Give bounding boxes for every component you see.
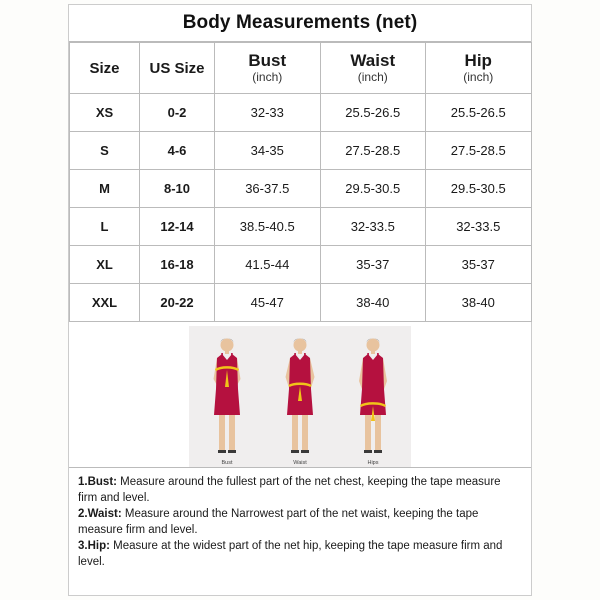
waist-figure-icon <box>266 329 334 467</box>
measurement-illustrations <box>69 322 531 468</box>
instruction-bust-text: Measure around the fullest part of the net chest, keeping the tape measure firm and level. <box>78 476 501 504</box>
cell-hip: 35-37 <box>426 246 532 284</box>
instruction-waist-text: Measure around the Narrowest part of the net waist, keeping the tape measure firm and level. <box>78 508 479 536</box>
figure-caption-bust: Bust <box>221 460 233 466</box>
instruction-hip <box>78 539 522 570</box>
cell-hip: 32-33.5 <box>426 208 532 246</box>
figure-hips <box>339 329 407 467</box>
instruction-hip-text: Measure at the widest part of the net hip, keeping the tape measure firm and level. <box>78 540 503 568</box>
cell-bust: 38.5-40.5 <box>215 208 321 246</box>
cell-waist: 25.5-26.5 <box>320 94 426 132</box>
cell-us-size: 0-2 <box>140 94 215 132</box>
cell-waist: 32-33.5 <box>320 208 426 246</box>
table-row <box>70 208 532 246</box>
cell-size: XS <box>70 94 140 132</box>
figure-waist <box>266 329 334 467</box>
cell-size: S <box>70 132 140 170</box>
figure-strip <box>189 326 411 467</box>
instruction-waist <box>78 507 522 538</box>
cell-size: XL <box>70 246 140 284</box>
measurement-instructions <box>69 468 531 595</box>
cell-size: L <box>70 208 140 246</box>
figure-caption-waist: Waist <box>293 460 307 466</box>
column-header-bust <box>215 43 321 94</box>
instruction-bust-label: 1.Bust: <box>78 476 117 488</box>
cell-bust: 41.5-44 <box>215 246 321 284</box>
figure-bust <box>193 329 261 467</box>
instruction-hip-label: 3.Hip: <box>78 540 110 552</box>
cell-size: M <box>70 170 140 208</box>
table-row <box>70 170 532 208</box>
instruction-bust <box>78 475 522 506</box>
cell-us-size: 4-6 <box>140 132 215 170</box>
column-header-bust-unit: (inch) <box>252 70 283 84</box>
column-header-hip-unit: (inch) <box>463 70 494 84</box>
page-title: Body Measurements (net) <box>69 5 531 42</box>
cell-hip: 29.5-30.5 <box>426 170 532 208</box>
column-header-waist-label: Waist <box>350 51 396 70</box>
cell-us-size: 16-18 <box>140 246 215 284</box>
hips-figure-icon <box>339 329 407 467</box>
cell-waist: 38-40 <box>320 284 426 322</box>
size-chart-card <box>68 4 532 596</box>
bust-figure-icon <box>193 329 261 467</box>
instruction-waist-label: 2.Waist: <box>78 508 122 520</box>
table-row <box>70 246 532 284</box>
column-header-bust-label: Bust <box>248 51 287 70</box>
cell-waist: 29.5-30.5 <box>320 170 426 208</box>
column-header-waist <box>320 43 426 94</box>
figure-caption-hips: Hips <box>367 460 379 466</box>
table-body <box>70 94 532 322</box>
column-header-hip-label: Hip <box>464 51 492 70</box>
column-header-us-size: US Size <box>140 43 215 94</box>
cell-us-size: 12-14 <box>140 208 215 246</box>
table-row <box>70 94 532 132</box>
cell-us-size: 20-22 <box>140 284 215 322</box>
cell-us-size: 8-10 <box>140 170 215 208</box>
cell-hip: 25.5-26.5 <box>426 94 532 132</box>
table-row <box>70 132 532 170</box>
table-row <box>70 284 532 322</box>
cell-bust: 45-47 <box>215 284 321 322</box>
table-header <box>70 43 532 94</box>
cell-hip: 38-40 <box>426 284 532 322</box>
cell-bust: 36-37.5 <box>215 170 321 208</box>
cell-waist: 27.5-28.5 <box>320 132 426 170</box>
cell-waist: 35-37 <box>320 246 426 284</box>
cell-size: XXL <box>70 284 140 322</box>
cell-bust: 34-35 <box>215 132 321 170</box>
column-header-hip <box>426 43 532 94</box>
table-header-row <box>70 43 532 94</box>
cell-bust: 32-33 <box>215 94 321 132</box>
size-table <box>69 42 532 322</box>
column-header-waist-unit: (inch) <box>357 70 388 84</box>
column-header-size: Size <box>70 43 140 94</box>
cell-hip: 27.5-28.5 <box>426 132 532 170</box>
